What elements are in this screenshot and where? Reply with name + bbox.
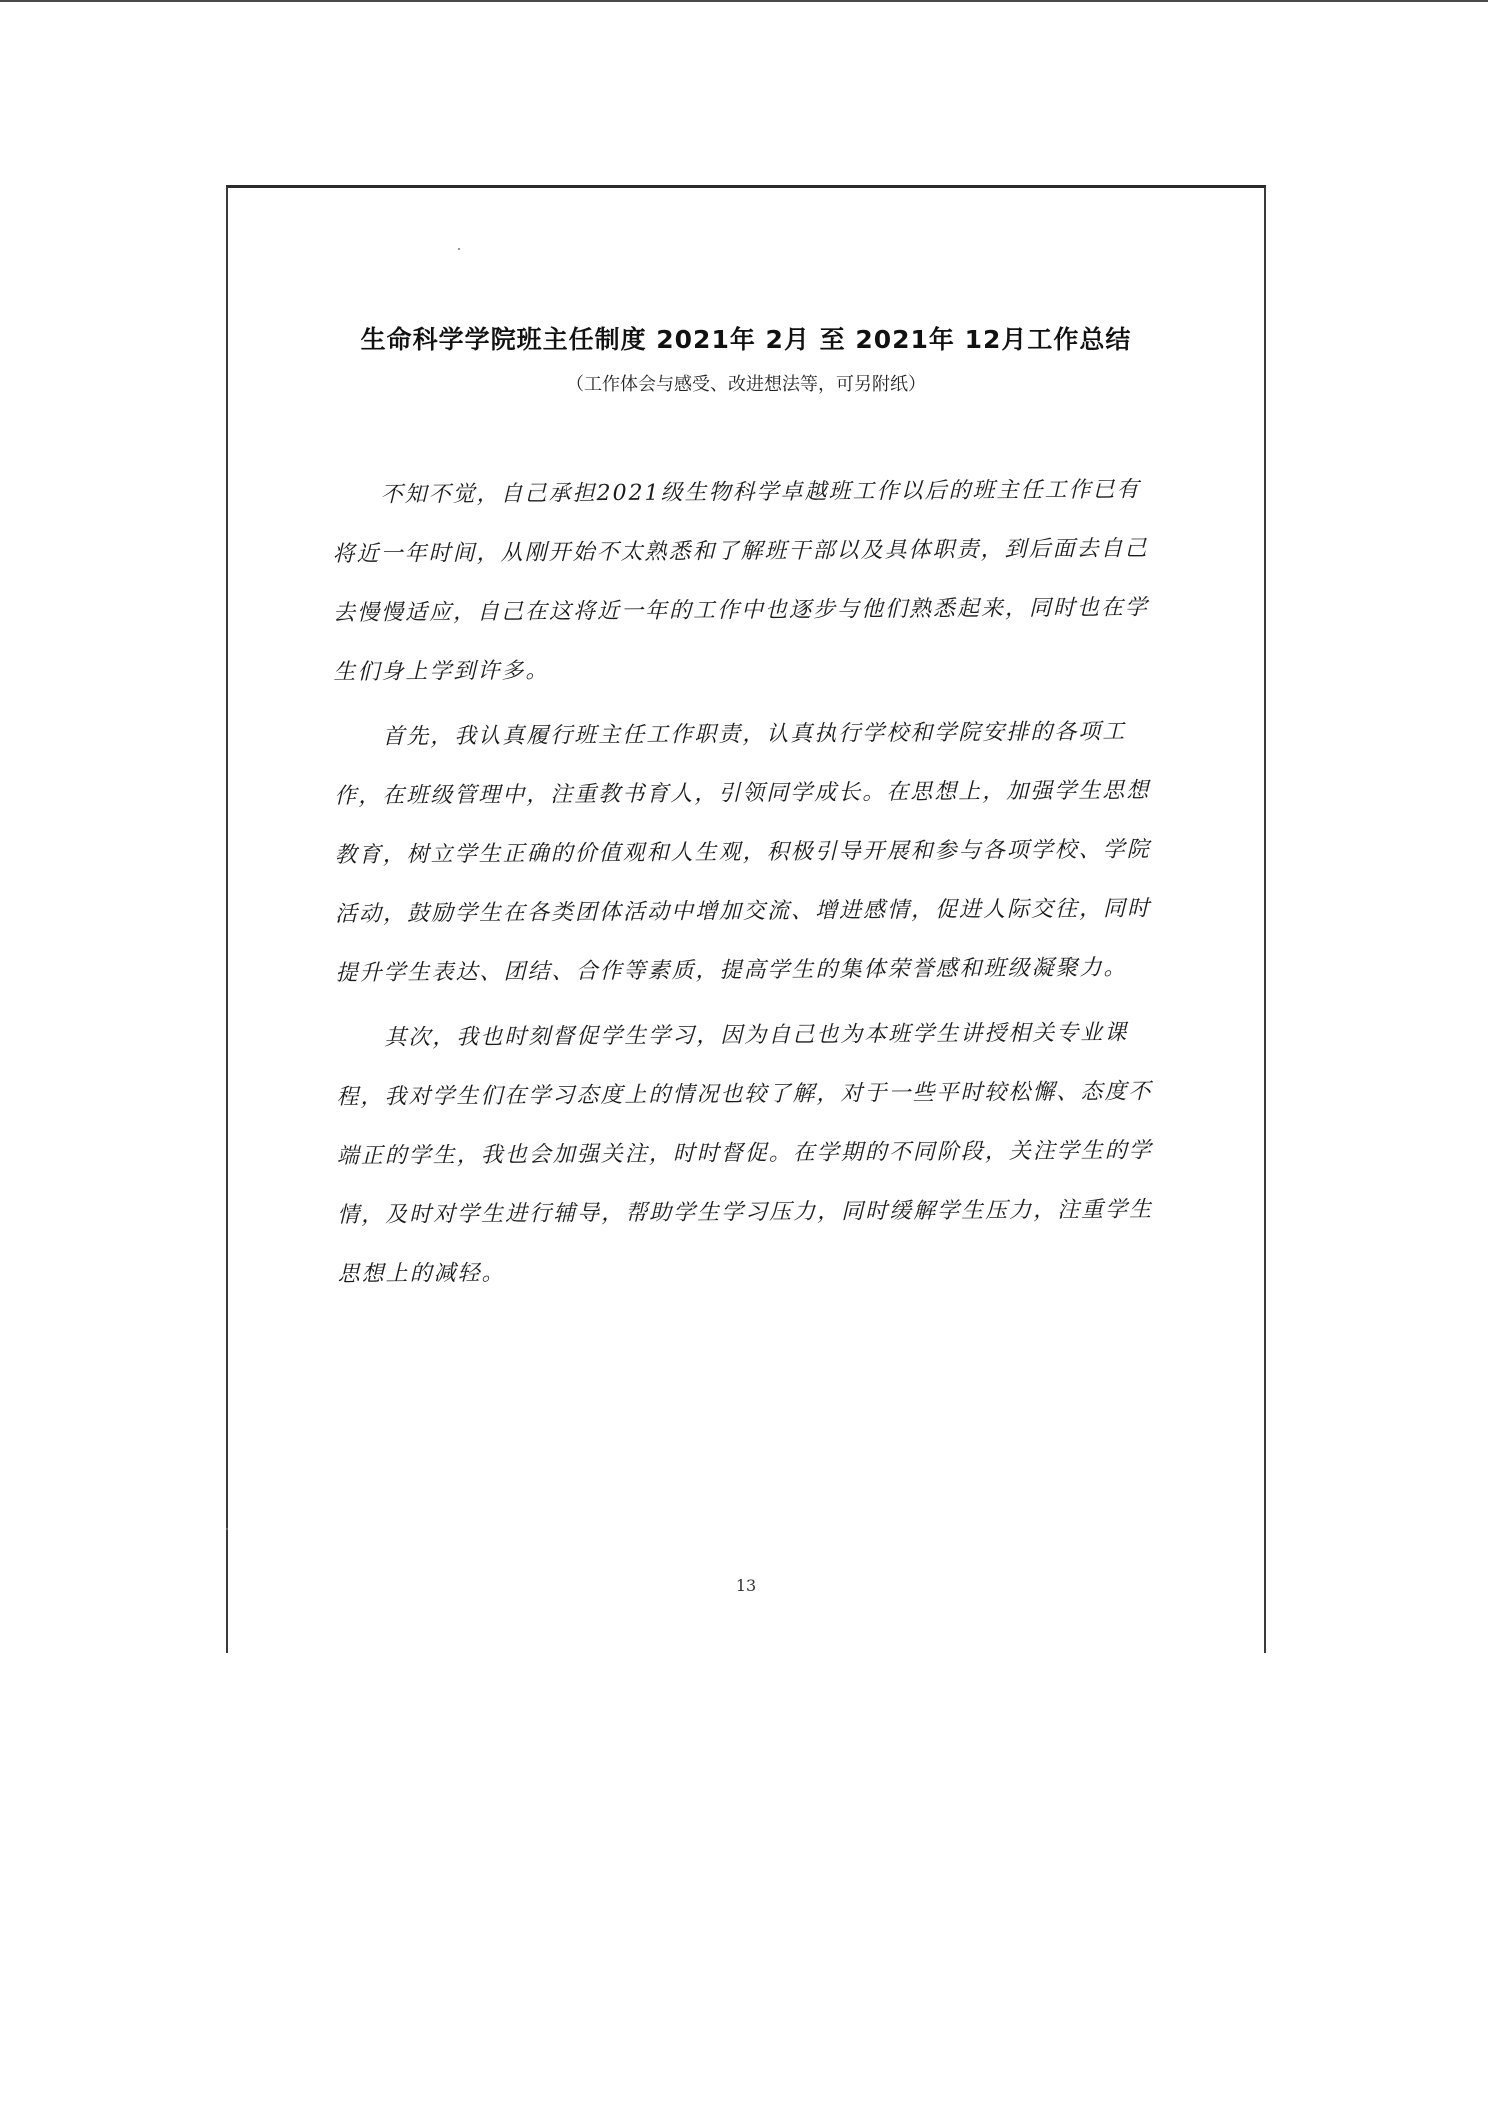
handwritten-paragraph: 首先，我认真履行班主任工作职责，认真执行学校和学院安排的各项工作，在班级管理中，注重教书育人，引领同学成长。在思想上，加强学生思想教育，树立学生正确的价值观和人生观，积极引导开展和参与各项学校、学院活动，鼓励学生在各类团体活动中增加交流、增进感情，促进人际交往，同时提升学生表达、团结、合作等素质，提高学生的集体荣誉感和班级凝聚力。 <box>334 719 1152 986</box>
handwritten-paragraph: 不知不觉，自己承担2021级生物科学卓越班工作以后的班主任工作已有将近一年时间，从刚开始不太熟悉和了解班干部以及具体职责，到后面去自己去慢慢适应，自己在这将近一年的工作中也逐步与他们熟悉起来，同时也在学生们身上学到许多。 <box>332 477 1150 685</box>
scan-edge-line <box>0 0 1488 2</box>
scan-speck <box>226 1528 228 1530</box>
form-title: 生命科学学院班主任制度 2021年 2月 至 2021年 12月工作总结 <box>360 325 1132 354</box>
handwritten-paragraph: 其次，我也时刻督促学生学习，因为自己也为本班学生讲授相关专业课程，我对学生们在学习态度上的情况也较了解，对于一些平时较松懈、态度不端正的学生，我也会加强关注，时时督促。在学期的不同阶段，关注学生的学情，及时对学生进行辅导，帮助学生学习压力，同时缓解学生压力，注重学生思想上的减轻。 <box>336 1020 1154 1287</box>
form-subtitle: （工作体会与感受、改进想法等，可另附纸） <box>566 374 926 395</box>
handwritten-summary <box>332 460 1158 1310</box>
scan-speck <box>458 248 460 250</box>
page-number: 13 <box>735 1576 757 1595</box>
scanned-page <box>226 185 1266 1653</box>
